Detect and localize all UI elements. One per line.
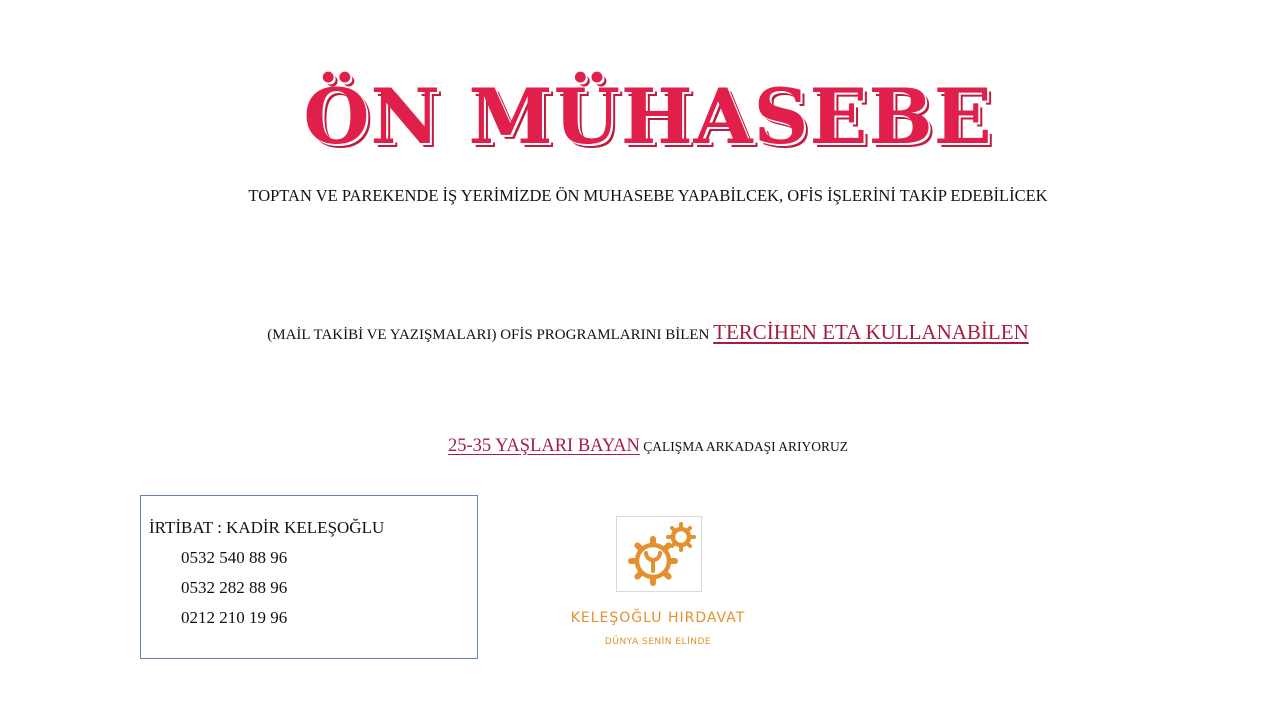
- job-description-text: TOPTAN VE PAREKENDE İŞ YERİMİZDE ÖN MUHASEBE YAPABİLCEK, OFİS İŞLERİNİ TAKİP EDEBİLİCEK: [248, 186, 1048, 205]
- phone-number: 0212 210 19 96: [181, 608, 288, 627]
- phone-number: 0532 282 88 96: [181, 578, 288, 597]
- gears-wrench-icon: [616, 516, 702, 592]
- contact-box: [140, 495, 478, 659]
- job-description-line: [0, 186, 1280, 206]
- contact-heading: İRTİBAT : KADİR KELEŞOĞLU: [149, 518, 385, 537]
- phone-number: 0532 540 88 96: [181, 548, 288, 567]
- requirements-text: (MAİL TAKİBİ VE YAZIŞMALARI) OFİS PROGRAMLARINI BİLEN: [267, 327, 710, 343]
- brand-name: KELEŞOĞLU HIRDAVAT: [570, 610, 746, 626]
- brand-slogan: DÜNYA SENİN ELİNDE: [604, 637, 712, 647]
- company-logo: [520, 500, 800, 660]
- page-title: ÖN MÜHASEBE: [303, 72, 993, 161]
- candidate-line: [0, 436, 1280, 457]
- candidate-highlight: 25-35 YAŞLARI BAYAN: [447, 436, 640, 456]
- requirements-highlight: TERCİHEN ETA KULLANABİLEN: [713, 320, 1029, 344]
- requirements-line: [0, 320, 1280, 345]
- candidate-text: ÇALIŞMA ARKADAŞI ARIYORUZ: [643, 439, 849, 454]
